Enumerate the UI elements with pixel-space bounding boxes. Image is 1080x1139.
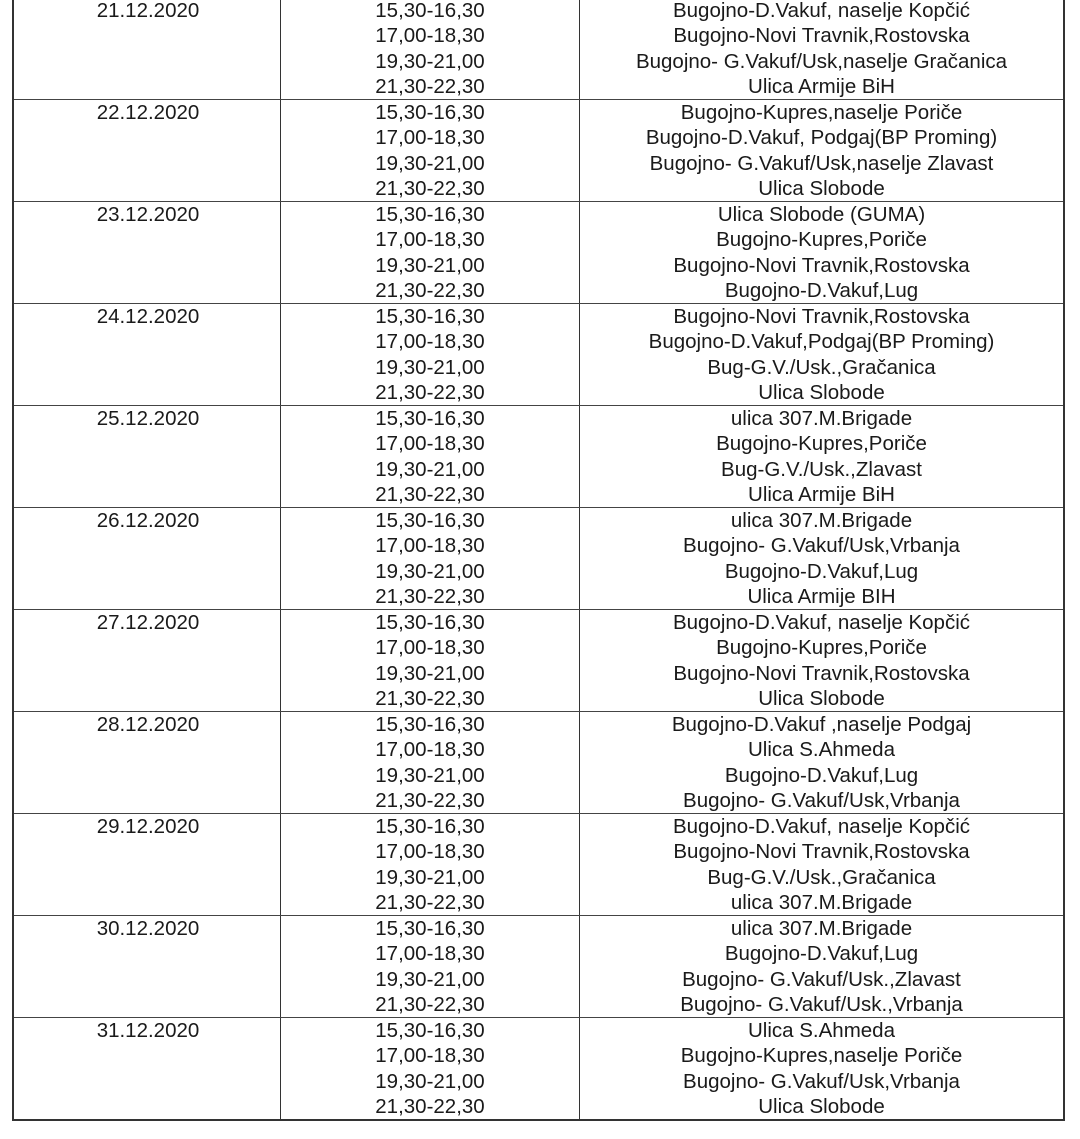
time-slot: 15,30-16,30 [375,0,485,22]
location-text: Bugojno-Novi Travnik,Rostovska [673,253,970,277]
date-text: 30.12.2020 [96,917,200,940]
time-slot: 17,00-18,30 [375,636,485,660]
location-text: Ulica Slobode [758,1095,885,1119]
time-slot: 21,30-22,30 [375,687,485,711]
time-slot: 19,30-21,00 [375,355,485,379]
date-cell [14,712,281,813]
time-cell [281,814,580,915]
time-slot: 21,30-22,30 [375,381,485,405]
date-text: 23.12.2020 [96,203,200,226]
time-slot: 15,30-16,30 [375,101,485,124]
time-slot: 17,00-18,30 [375,432,485,456]
location-text: Ulica S.Ahmeda [748,738,895,762]
schedule-day-row [14,712,1063,814]
schedule-day-row [14,610,1063,712]
time-slot: 15,30-16,30 [375,713,485,736]
date-text: 26.12.2020 [96,509,200,532]
location-text: Bugojno- G.Vakuf/Usk,naselje Zlavast [649,151,994,175]
time-slot: 15,30-16,30 [375,815,485,838]
schedule-day-row [14,100,1063,202]
time-cell [281,508,580,609]
location-cell [580,814,1063,915]
date-cell [14,610,281,711]
date-cell [14,0,281,99]
location-text: Bugojno-Novi Travnik,Rostovska [673,305,970,328]
location-text: Bug-G.V./Usk.,Gračanica [707,355,936,379]
time-slot: 21,30-22,30 [375,993,485,1017]
location-text: ulica 307.M.Brigade [730,917,913,940]
location-text: Bugojno- G.Vakuf/Usk.,Vrbanja [680,993,963,1017]
location-text: Bugojno-D.Vakuf,Lug [724,279,919,303]
time-slot: 21,30-22,30 [375,279,485,303]
time-slot: 15,30-16,30 [375,509,485,532]
time-slot: 17,00-18,30 [375,1044,485,1068]
time-cell [281,304,580,405]
schedule-day-row [14,0,1063,100]
location-text: Ulica Armije BiH [748,75,895,99]
location-cell [580,0,1063,99]
location-text: Bugojno-Kupres,Poriče [716,432,927,456]
schedule-day-row [14,202,1063,304]
location-text: Ulica Slobode [758,687,885,711]
time-slot: 19,30-21,00 [375,661,485,685]
time-slot: 21,30-22,30 [375,789,485,813]
location-text: Bugojno-D.Vakuf,Lug [724,942,919,966]
time-slot: 21,30-22,30 [375,483,485,507]
time-slot: 21,30-22,30 [375,177,485,201]
time-cell [281,0,580,99]
location-text: Ulica Slobode (GUMA) [717,203,926,226]
location-cell [580,1018,1063,1119]
time-slot: 19,30-21,00 [375,865,485,889]
location-text: Bugojno-D.Vakuf,Lug [724,559,919,583]
schedule-day-row [14,406,1063,508]
location-text: Bugojno- G.Vakuf/Usk,Vrbanja [683,534,960,558]
location-cell [580,304,1063,405]
date-text: 29.12.2020 [96,815,200,838]
location-text: Bug-G.V./Usk.,Zlavast [721,457,922,481]
time-slot: 15,30-16,30 [375,611,485,634]
location-text: Bugojno- G.Vakuf/Usk,Vrbanja [683,789,960,813]
location-text: Bugojno- G.Vakuf/Usk.,Zlavast [682,967,961,991]
time-slot: 19,30-21,00 [375,457,485,481]
location-cell [580,202,1063,303]
time-slot: 17,00-18,30 [375,840,485,864]
location-text: Bugojno-D.Vakuf, Podgaj(BP Proming) [645,126,998,150]
location-text: Bugojno-D.Vakuf, naselje Kopčić [672,611,971,634]
location-text: Bugojno- G.Vakuf/Usk,Vrbanja [683,1069,960,1093]
time-cell [281,1018,580,1119]
date-cell [14,406,281,507]
schedule-day-row [14,916,1063,1018]
date-text: 24.12.2020 [96,305,200,328]
time-cell [281,712,580,813]
time-slot: 19,30-21,00 [375,967,485,991]
time-slot: 15,30-16,30 [375,305,485,328]
location-text: Bugojno-Kupres,naselje Poriče [680,1044,963,1068]
location-text: Ulica Armije BIH [747,585,896,609]
date-cell [14,304,281,405]
location-text: Ulica Slobode [758,381,885,405]
location-cell [580,406,1063,507]
time-slot: 19,30-21,00 [375,49,485,73]
date-cell [14,814,281,915]
location-text: Bugojno-D.Vakuf,Lug [724,763,919,787]
schedule-day-row [14,508,1063,610]
date-text: 21.12.2020 [96,0,200,22]
location-text: Bugojno-Novi Travnik,Rostovska [673,24,970,48]
time-slot: 21,30-22,30 [375,1095,485,1119]
time-slot: 17,00-18,30 [375,126,485,150]
location-text: ulica 307.M.Brigade [730,509,913,532]
location-cell [580,508,1063,609]
date-text: 28.12.2020 [96,713,200,736]
schedule-day-row [14,814,1063,916]
location-cell [580,610,1063,711]
date-cell [14,1018,281,1119]
date-text: 22.12.2020 [96,101,200,124]
time-slot: 17,00-18,30 [375,228,485,252]
time-slot: 19,30-21,00 [375,763,485,787]
time-slot: 17,00-18,30 [375,24,485,48]
location-text: Bugojno-Kupres,Poriče [716,228,927,252]
date-cell [14,508,281,609]
location-text: ulica 307.M.Brigade [730,407,913,430]
location-text: Ulica Armije BiH [748,483,895,507]
location-text: ulica 307.M.Brigade [730,891,913,915]
time-slot: 21,30-22,30 [375,75,485,99]
time-slot: 17,00-18,30 [375,330,485,354]
location-cell [580,712,1063,813]
time-cell [281,202,580,303]
date-text: 27.12.2020 [96,611,200,634]
location-text: Bugojno-Kupres,Poriče [716,636,927,660]
time-cell [281,916,580,1017]
time-cell [281,610,580,711]
time-slot: 17,00-18,30 [375,738,485,762]
schedule-day-row [14,304,1063,406]
schedule-day-row [14,1018,1063,1119]
location-cell [580,100,1063,201]
location-text: Bugojno- G.Vakuf/Usk,naselje Gračanica [635,49,1008,73]
date-cell [14,916,281,1017]
time-slot: 17,00-18,30 [375,534,485,558]
date-cell [14,202,281,303]
location-text: Bugojno-D.Vakuf,Podgaj(BP Proming) [648,330,995,354]
time-cell [281,406,580,507]
time-slot: 15,30-16,30 [375,1019,485,1042]
time-slot: 17,00-18,30 [375,942,485,966]
time-cell [281,100,580,201]
time-slot: 15,30-16,30 [375,203,485,226]
location-text: Ulica S.Ahmeda [748,1019,895,1042]
schedule-table [12,0,1065,1121]
time-slot: 21,30-22,30 [375,585,485,609]
location-text: Bugojno-D.Vakuf, naselje Kopčić [672,0,971,22]
location-cell [580,916,1063,1017]
time-slot: 15,30-16,30 [375,917,485,940]
location-text: Bugojno-Novi Travnik,Rostovska [673,661,970,685]
time-slot: 19,30-21,00 [375,151,485,175]
location-text: Bug-G.V./Usk.,Gračanica [707,865,936,889]
time-slot: 15,30-16,30 [375,407,485,430]
location-text: Bugojno-Novi Travnik,Rostovska [673,840,970,864]
time-slot: 21,30-22,30 [375,891,485,915]
location-text: Bugojno-Kupres,naselje Poriče [680,101,963,124]
time-slot: 19,30-21,00 [375,253,485,277]
time-slot: 19,30-21,00 [375,559,485,583]
date-text: 25.12.2020 [96,407,200,430]
location-text: Bugojno-D.Vakuf ,naselje Podgaj [671,713,972,736]
time-slot: 19,30-21,00 [375,1069,485,1093]
location-text: Ulica Slobode [758,177,885,201]
date-cell [14,100,281,201]
location-text: Bugojno-D.Vakuf, naselje Kopčić [672,815,971,838]
date-text: 31.12.2020 [96,1019,200,1042]
